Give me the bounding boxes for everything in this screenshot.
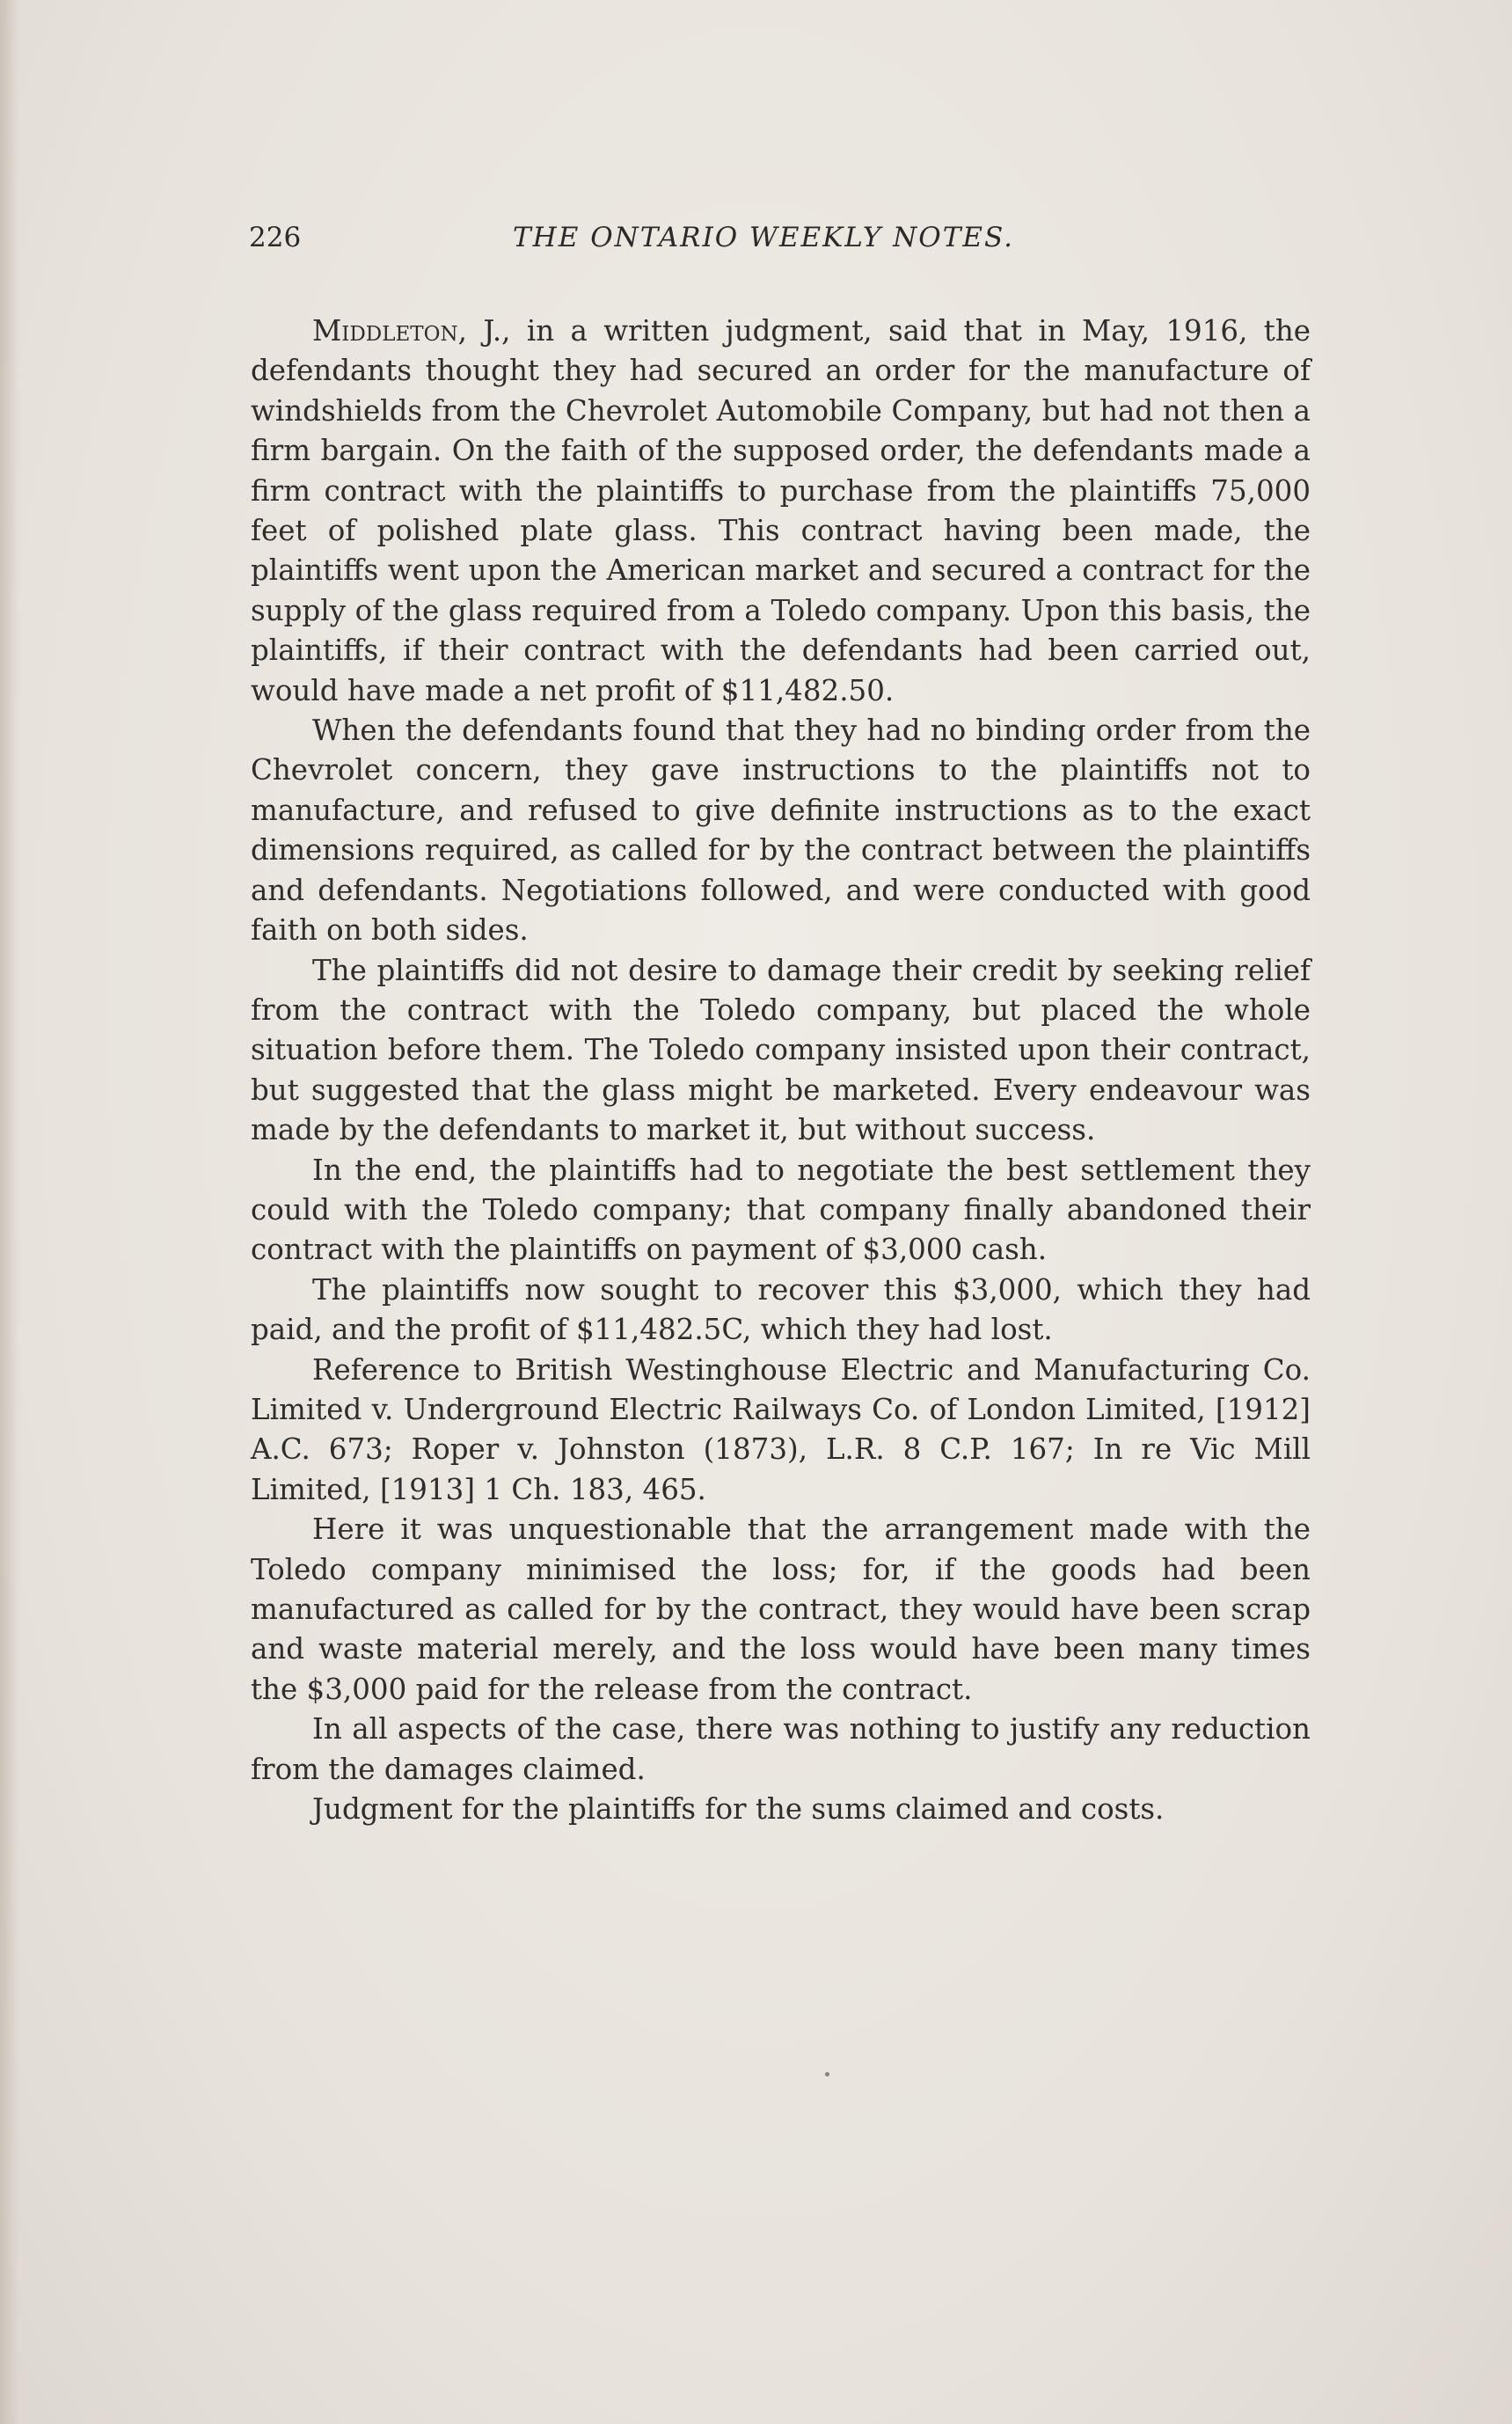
ink-speck xyxy=(825,2072,829,2076)
running-header xyxy=(249,222,1051,264)
paragraph-9: Judgment for the plaintiffs for the sums claimed and costs. xyxy=(312,1792,1165,1827)
paragraph-7: Here it was unquestionable that the arrangement made with the Toledo company minimised the loss; for, if the goods had been manufactured as called for by the contract, they would have been scrap and waste material merely, and the loss would have been many times the $3,000 paid for the release from the contract. xyxy=(251,1512,1311,1706)
paragraph-4: In the end, the plaintiffs had to negotiate the best settlement they could with the Toledo company; that company finally abandoned their contract with the plaintiffs on payment of $3,000 cash. xyxy=(251,1153,1311,1267)
paragraph-8: In all aspects of the case, there was nothing to justify any reduction from the damages claimed. xyxy=(251,1712,1311,1786)
running-title: THE ONTARIO WEEKLY NOTES. xyxy=(513,222,1014,253)
judge-name: Middleton xyxy=(312,314,458,348)
paragraph-1 xyxy=(251,311,1311,711)
paragraph-6: Reference to British Westinghouse Electric and Manufacturing Co. Limited v. Underground Electric Railways Co. of London Limited, [1912] A.C. 673; Roper v. Johnston (1873), L.R. 8 C.P. 167; In re Vic Mill Limited, [1913] 1 Ch. 183, 465. xyxy=(251,1352,1311,1506)
page-gutter-shadow xyxy=(0,0,19,2424)
paragraph-5: The plaintiffs now sought to recover this $3,000, which they had paid, and the profit of $11,482.5C, which they had lost. xyxy=(251,1272,1311,1347)
paragraph-2: When the defendants found that they had no binding order from the Chevrolet concern, they gave instructions to the plaintiffs not to manufacture, and refused to give definite instructions as to the exact dimensions required, as called for by the contract between the plaintiffs and defendants. Negotiations followed, and were conducted with good faith on both sides. xyxy=(251,714,1311,948)
page-number: 226 xyxy=(249,222,302,253)
paragraph-1-text: , J., in a written judgment, said that in May, 1916, the defendants thought they had secured an order for the manufacture of windshields from the Chevrolet Automobile Company, but had not then a firm bargain. On the faith of the supposed order, the defendants made a firm contract with the plaintiffs to purchase from the plaintiffs 75,000 feet of polished plate glass. This contract having been made, the plaintiffs went upon the American market and secured a contract for the supply of the glass required from a Toledo company. Upon this basis, the plaintiffs, if their contract with the defendants had been carried out, would have made a net profit of $11,482.50. xyxy=(251,314,1311,707)
judgment-text xyxy=(251,311,1311,1829)
paragraph-3: The plaintiffs did not desire to damage their credit by seeking relief from the contract with the Toledo company, but placed the whole situation before them. The Toledo company insisted upon their contract, but suggested that the glass might be marketed. Every endeavour was made by the defendants to market it, but without success. xyxy=(251,953,1311,1147)
